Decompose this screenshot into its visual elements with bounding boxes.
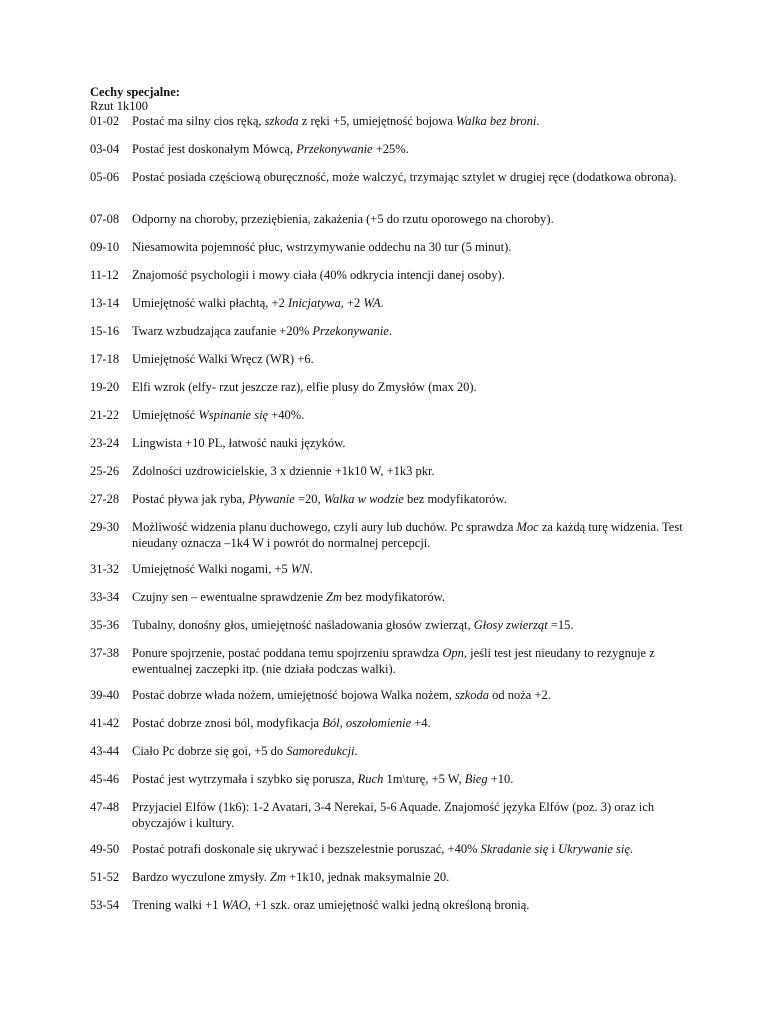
entry-text-segment: +40%.	[268, 408, 305, 422]
entry-text-segment: Trening walki +1	[132, 898, 222, 912]
entry-text	[132, 561, 690, 577]
entry-text-segment: , +1 szk. oraz umiejętność walki jedną określoną bronią.	[247, 898, 530, 912]
entry-text	[132, 463, 690, 479]
entry-text-segment: Czujny sen – ewentualne sprawdzenie	[132, 590, 327, 604]
entry-text-segment: Postać pływa jak ryba,	[132, 492, 249, 506]
entry-code: 01-02	[90, 114, 120, 128]
entry-text-italic: Inicjatywa	[287, 296, 341, 310]
entry-code: 17-18	[90, 352, 120, 366]
entry-code: 21-22	[90, 408, 120, 422]
entry-text-italic: Opn	[442, 646, 464, 660]
list-item	[90, 589, 690, 605]
entry-text-segment: bez modyfikatorów.	[403, 492, 507, 506]
entry-text	[132, 407, 690, 423]
entry-text-segment: od noża +2.	[489, 688, 551, 702]
entry-text-italic: WAO	[221, 898, 248, 912]
list-item	[90, 561, 690, 577]
entry-text	[132, 645, 690, 677]
entry-text	[132, 239, 690, 255]
entry-text	[132, 841, 690, 857]
entry-text	[132, 169, 690, 185]
entry-text-segment: .	[388, 324, 392, 338]
entry-code: 39-40	[90, 688, 120, 702]
entry-text-segment: Elfi wzrok (elfy- rzut jeszcze raz), elfie plusy do Zmysłów (max 20).	[132, 380, 477, 394]
entry-text-segment: +25%.	[372, 142, 409, 156]
entry-text-segment: Ponure spojrzenie, postać poddana temu spojrzeniu sprawdza	[132, 646, 443, 660]
list-item	[90, 687, 690, 703]
list-item	[90, 617, 690, 633]
entry-text-italic: Ruch	[357, 772, 384, 786]
list-item	[90, 379, 690, 395]
entry-text-italic: Przekonywanie	[312, 324, 389, 338]
entry-text-italic: WA	[363, 296, 381, 310]
entry-text-segment: Umiejętność Walki Wręcz (WR) +6.	[132, 352, 314, 366]
entry-text-italic: Wspinanie się	[198, 408, 269, 422]
entry-text-segment: Niesamowita pojemność płuc, wstrzymywanie oddechu na 30 tur (5 minut).	[132, 240, 512, 254]
entry-text-italic: Ból, oszołomienie	[322, 716, 412, 730]
entry-text	[132, 715, 690, 731]
entry-text-segment: Odporny na choroby, przeziębienia, zakażenia (+5 do rzutu oporowego na choroby).	[132, 212, 554, 226]
entry-code: 27-28	[90, 492, 120, 506]
entry-code: 29-30	[90, 520, 120, 534]
entry-text-italic: Samoredukcji	[286, 744, 355, 758]
entry-code: 37-38	[90, 646, 120, 660]
entry-text-italic: szkoda	[264, 114, 299, 128]
entry-text-segment: .	[354, 744, 358, 758]
entry-text-segment: Postać jest doskonałym Mówcą,	[132, 142, 297, 156]
entry-text-segment: Postać posiada częściową oburęczność, może walczyć, trzymając sztylet w drugiej ręce (dodatkowa obrona).	[132, 170, 677, 184]
entry-text-italic: WN	[290, 562, 310, 576]
entry-text-segment: .	[629, 842, 634, 856]
entry-text-italic: Głosy zwierząt	[473, 618, 548, 632]
entry-text	[132, 869, 690, 885]
entry-text-italic: Zm	[270, 870, 287, 884]
entry-text-segment: +10.	[487, 772, 514, 786]
list-item	[90, 239, 690, 255]
entry-text-segment: Postać dobrze znosi ból, modyfikacja	[132, 716, 323, 730]
entry-text	[132, 323, 690, 339]
entry-code: 51-52	[90, 870, 120, 884]
entry-text-segment: Twarz wzbudzająca zaufanie +20%	[132, 324, 313, 338]
entry-text-italic: szkoda	[454, 688, 489, 702]
list-item	[90, 267, 690, 283]
entry-text	[132, 897, 690, 913]
entry-text-segment: .	[380, 296, 384, 310]
entry-code: 09-10	[90, 240, 120, 254]
entry-text-segment: Możliwość widzenia planu duchowego, czyli aury lub duchów. Pc sprawdza	[132, 520, 517, 534]
entry-code: 05-06	[90, 170, 120, 184]
entry-text-italic: Skradanie się	[480, 842, 549, 856]
entry-text-italic: Moc	[516, 520, 539, 534]
list-item	[90, 295, 690, 311]
entry-code: 19-20	[90, 380, 120, 394]
entry-code: 41-42	[90, 716, 120, 730]
entry-text-segment: Znajomość psychologii i mowy ciała (40% odkrycia intencji danej osoby).	[132, 268, 505, 282]
page-title: Cechy specjalne:	[90, 85, 180, 99]
page-subtitle: Rzut 1k100	[90, 99, 148, 113]
entry-code: 11-12	[90, 268, 119, 282]
entry-text-segment: Umiejętność	[132, 408, 199, 422]
entry-code: 47-48	[90, 800, 120, 814]
list-item	[90, 841, 690, 857]
entry-text-segment: Tubalny, donośny głos, umiejętność naśladowania głosów zwierząt,	[132, 618, 474, 632]
entry-text	[132, 351, 690, 367]
entry-text	[132, 491, 690, 507]
entry-code: 13-14	[90, 296, 120, 310]
entry-code: 35-36	[90, 618, 120, 632]
entry-text-segment: Umiejętność Walki nogami, +5	[132, 562, 291, 576]
entry-text-segment: i	[548, 842, 559, 856]
entry-code: 31-32	[90, 562, 120, 576]
list-item	[90, 351, 690, 367]
entry-code: 45-46	[90, 772, 120, 786]
list-item	[90, 169, 690, 185]
entry-text-segment: Umiejętność walki płachtą, +2	[132, 296, 288, 310]
entry-text-segment: +1k10, jednak maksymalnie 20.	[286, 870, 450, 884]
entry-text-italic: Przekonywanie	[296, 142, 373, 156]
entry-code: 07-08	[90, 212, 120, 226]
entry-text-segment: Ciało Pc dobrze się goi, +5 do	[132, 744, 287, 758]
list-item	[90, 491, 690, 507]
entry-text-segment: Przyjaciel Elfów (1k6): 1-2 Avatari, 3-4 Nerekai, 5-6 Aquade. Znajomość języka Elfów (poz. 3) oraz ich obyczajów i kultury.	[132, 800, 655, 830]
entry-code: 33-34	[90, 590, 120, 604]
entry-text-segment: , +2	[340, 296, 364, 310]
entry-text-italic: Ukrywanie się	[558, 842, 630, 856]
entry-text-segment: Lingwista +10 PL, łatwość nauki języków.	[132, 436, 346, 450]
list-item	[90, 463, 690, 479]
list-item	[90, 743, 690, 759]
entry-text	[132, 799, 690, 831]
entry-code: 49-50	[90, 842, 120, 856]
entry-text	[132, 771, 690, 787]
entry-text-segment: .	[309, 562, 313, 576]
entry-text-italic: Walka w wodzie	[323, 492, 404, 506]
entry-text	[132, 141, 690, 157]
entry-code: 15-16	[90, 324, 120, 338]
entry-code: 03-04	[90, 142, 120, 156]
entry-text-segment: Bardzo wyczulone zmysły.	[132, 870, 271, 884]
entry-text	[132, 267, 690, 283]
entry-text-segment: =20,	[294, 492, 324, 506]
list-item	[90, 211, 690, 227]
entry-text	[132, 211, 690, 227]
entry-text	[132, 519, 690, 551]
entry-text	[132, 687, 690, 703]
entry-text-segment: 1m\turę, +5 W,	[383, 772, 465, 786]
entry-text-italic: Zm	[326, 590, 343, 604]
entry-text-italic: Walka bez broni	[456, 114, 537, 128]
entry-text-segment: bez modyfikatorów.	[342, 590, 445, 604]
entry-text-italic: Pływanie	[248, 492, 295, 506]
list-item	[90, 869, 690, 885]
list-item	[90, 519, 690, 551]
entry-text-segment: =15.	[547, 618, 574, 632]
entry-text-segment: Postać dobrze włada nożem, umiejętność bojowa Walka nożem,	[132, 688, 455, 702]
entry-code: 25-26	[90, 464, 120, 478]
list-item	[90, 771, 690, 787]
entry-text-segment: +4.	[411, 716, 431, 730]
entry-text-segment: .	[536, 114, 540, 128]
list-item	[90, 323, 690, 339]
entry-text-segment: Postać jest wytrzymała i szybko się porusza,	[132, 772, 358, 786]
entry-text	[132, 113, 690, 129]
list-item	[90, 141, 690, 157]
entry-text	[132, 617, 690, 633]
list-item	[90, 113, 690, 129]
list-item	[90, 435, 690, 451]
entry-text-segment: Zdolności uzdrowicielskie, 3 x dziennie +1k10 W, +1k3 pkr.	[132, 464, 435, 478]
entry-text	[132, 589, 690, 605]
entry-text-italic: Bieg	[464, 772, 488, 786]
entry-text-segment: z ręki +5, umiejętność bojowa	[298, 114, 457, 128]
list-item	[90, 897, 690, 913]
list-item	[90, 407, 690, 423]
entry-code: 23-24	[90, 436, 120, 450]
list-item	[90, 645, 690, 677]
entry-text-segment: Postać potrafi doskonale się ukrywać i bezszelestnie poruszać, +40%	[132, 842, 481, 856]
list-item	[90, 715, 690, 731]
entry-text-segment: , jeśli test jest nieudany to rezygnuje z ewentualnej zaczepki itp. (nie działa podczas walki).	[132, 646, 655, 676]
entry-text-segment: za każdą turę widzenia. Test nieudany oznacza –1k4 W i powrót do normalnej percepcji.	[132, 520, 683, 550]
list-item	[90, 799, 690, 831]
entry-text-segment: Postać ma silny cios ręką,	[132, 114, 265, 128]
entry-text	[132, 295, 690, 311]
entry-code: 43-44	[90, 744, 120, 758]
entry-code: 53-54	[90, 898, 120, 912]
entry-text	[132, 379, 690, 395]
entry-text	[132, 435, 690, 451]
entry-text	[132, 743, 690, 759]
